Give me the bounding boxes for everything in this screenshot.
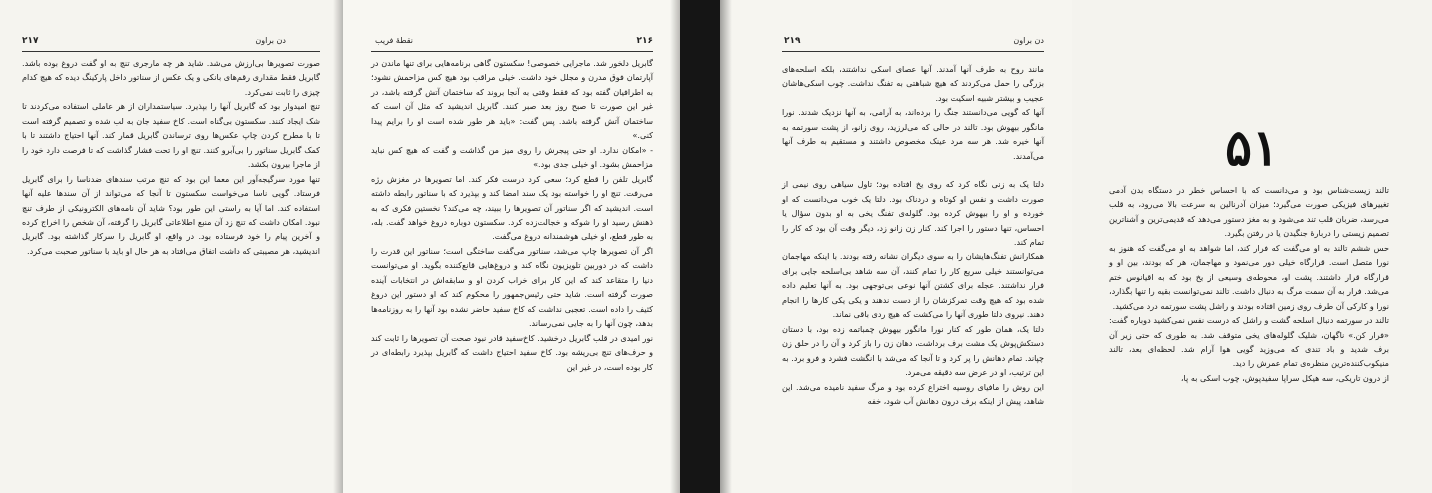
header-rule [782, 51, 1044, 52]
page-number: ۲۱۶ [636, 36, 653, 46]
page-body [371, 56, 653, 374]
paragraph: تنها مورد سرگیجه‌آور این معما این بود که تنچ مرتب سندهای ضدناسا را برای گابریل فرستاد. گویی ناسا می‌خواست سکستون تا آنجا که می‌تواند از آن سندها علیه آنها استفاده کند. اما آیا به راستی این طور بود؟ شاید آن نامه‌های الکترونیکی از طرف تنچ نبود. امکان داشت که تنچ زد آن منبع اطلاعاتی گابریل را گرفته، آن شخص را اخراج کرده و آخرین پیام را خود فرستاده بود. در واقع، او گابریل را سرکار گذاشته بود. گابریل اندیشید، هر مصیبتی که داشت اتفاق می‌افتاد به هر حال او باید با سناتور صحبت می‌کرد. [22, 173, 320, 256]
paragraph: اگر آن تصویرها چاپ می‌شد، سناتور می‌گفت ساختگی است؛ سناتور این قدرت را داشت که در دوربین تلویزیون نگاه کند و دروغ‌هایی قانع‌کننده بگوید. او می‌توانست دنیا را متقاعد کند که این کار برای خراب کردن او و سابقه‌اش در انتخابات آینده صورت گرفته است. شاید حتی رئیس‌جمهور را محکوم کند که او دستور این دروغ کثیف را داده است. تعجبی نداشت که کاخ سفید حاضر نشده بود آنها را به روزنامه‌ها بدهد، چون آنها را به جایی نمی‌رساند. [371, 245, 653, 329]
page-body [1109, 183, 1389, 385]
chapter-number: ۵۱ [1225, 118, 1279, 177]
paragraph: از درون تاریکی، سه هیکل سراپا سفیدپوش، چوب اسکی به پا، [1180, 372, 1389, 383]
page-shadow [720, 0, 732, 493]
paragraph: حس ششم تالند به او می‌گفت که فرار کند، اما شواهد به او می‌گفت که هنوز به نورا متصل است. قرارگاه خیلی دور می‌نمود و مهاجمان، هر که بودند، بین او و قرارگاه قرار داشتند. پشت او، محوطه‌ی وسیعی از یخ بود که به اقیانوس ختم می‌شد. فرار به آن سمت مرگ به دنبال داشت. تالند نمی‌توانست بقیه را تنها بگذارد، نورا و کارکی آن طرف روی زمین افتاده بودند و راشل پشت سورتمه درد می‌کشید. [1109, 242, 1389, 311]
paragraph: آنها که گویی می‌دانستند جنگ را برده‌اند، به آرامی، به آنها نزدیک شدند. نورا مانگور بیهوش بود. تالند در حالی که می‌لرزید، روی زانو، از پشت سورتمه به آنها خیره شد. هر سه مرد عینک مخصوص داشتند و مستقیم به طرف آنها می‌آمدند. [782, 107, 1044, 161]
paragraph: نور امیدی در قلب گابریل درخشید. کاخ‌سفید قادر نبود صحت آن تصویرها را ثابت کند و حرف‌های تنچ بی‌ریشه بود. کاخ سفید احتیاج داشت که گابریل بپذیرد رابطه‌ای در کار بوده است، در غیر این [371, 332, 653, 372]
paragraph: همکارانش تفنگ‌هایشان را به سوی دیگران نشانه رفته بودند. با اینکه مهاجمان می‌توانستند خیلی سریع کار را تمام کنند، آن سه شاهد بی‌اسلحه جایی برای فرار نداشتند. عجله برای کشتن آنها نوعی بی‌توجهی بود. به آنها تعلیم داده شده بود که هیچ وقت تمرکزشان را از دست ندهند و یکی یکی کارها را انجام دهند. نیروی دلتا طوری آنها را می‌کشت که هیچ ردی باقی نماند. [782, 251, 1044, 320]
book-page-chapter-51 [1072, 0, 1432, 493]
page-body [22, 56, 320, 258]
page-shadow [333, 0, 343, 493]
running-title: نقطهٔ فریب [375, 36, 413, 45]
header-rule [371, 51, 653, 52]
paragraph: صورت تصویرها بی‌ارزش می‌شد. شاید هر چه مارجری تنچ به او گفت دروغ بوده باشد. گابریل فقط مقداری رقم‌های بانکی و یک عکس از سناتور داخل پارکینگ دیده که هیچ کدام چیزی را ثابت نمی‌کرد. [22, 58, 320, 97]
paragraph: دلتا یک، همان طور که کنار نورا مانگور بیهوش چمباتمه زده بود، با دستان دستکش‌پوش یک مشت برف برداشت، دهان زن را باز کرد و آن را در حلق زن چپاند. تمام دهانش را پر کرد و تا آنجا که می‌شد با انگشت فشرد و فرو برد. به این ترتیب، او در عرض سه دقیقه می‌مرد. [782, 323, 1044, 378]
paragraph: تالند در سورتمه دنبال اسلحه گشت و راشل که درست نفس نمی‌کشید دوباره گفت: «فرار کن.» ناگهان، شلیک گلوله‌های یخی متوقف شد. به طوری که حتی زیر آن برف شدید و باد تندی که می‌وزید گویی هوا آرام شد. لحظه‌ای بعد، تالند منیکوب‌کننده‌ترین منظره‌ی تمام عمرش را دید. [1109, 315, 1389, 369]
running-title: دن براون [1013, 36, 1044, 45]
page-number: ۲۱۷ [22, 36, 39, 46]
page-body [782, 62, 1044, 408]
header-rule [22, 51, 320, 52]
book-page-219 [720, 0, 1072, 493]
book-page-217 [0, 0, 343, 493]
paragraph: دلتا یک به زنی نگاه کرد که روی یخ افتاده بود؛ تاول سیاهی روی نیمی از صورت داشت و نفس او کوتاه و دردناک بود. دلتا یک خوب می‌دانست که او خورده و او را بیهوش کرده بود. گلوله‌ی تفنگ یخی به او بدون سؤال یا احساس، تنها دستور را اجرا کند. کنار زن زانو زد، دیگر وقت آن بود که کار را تمام کند. [782, 179, 1044, 247]
book-page-216 [343, 0, 680, 493]
paragraph: - «امکان ندارد. او حتی پیجرش را روی میز من گذاشت و گفت که هیچ کس نباید مزاحمش بشود. او خیلی جدی بود.» [371, 144, 653, 170]
paragraph: گابریل تلفن را قطع کرد؛ سعی کرد درست فکر کند. اما تصویرها در مغزش رژه می‌رفت. تنچ او را خواسته بود یک سند امضا کند و بپذیرد که با سناتور رابطه داشته است. اندیشید که اگر سناتور آن تصویرها را ببیند، چه می‌کند؟ نخستین فکری که به ذهنش رسید او را شوکه و خجالت‌زده کرد. سکستون دوباره دروغ خواهد گفت. بله، به طور قطع، او خیلی هوشمندانه دروغ می‌گفت. [371, 173, 653, 242]
book-gutter [680, 0, 720, 493]
running-title: دن براون [255, 36, 286, 45]
page-number: ۲۱۹ [784, 36, 801, 46]
page-shadow [670, 0, 680, 493]
paragraph: این روش را مافیای روسیه اختراع کرده بود و مرگ سفید نامیده می‌شد. این شاهد، پیش از اینکه برف درون دهانش آب شود، خفه [782, 381, 1044, 406]
paragraph: گابریل دلخور شد. ماجرایی خصوصی! سکستون گاهی برنامه‌هایی برای تنها ماندن در آپارتمان فوق مدرن و مجلل خود داشت. خیلی مراقب بود هیچ کس مزاحمش نشود؛ به اطرافیان گفته بود که فقط وقتی به آنجا بروند که ساختمان آتش گرفته باشد، در غیر این صورت تا صبح روز بعد صبر کنند. گابریل اندیشید که مثل آن است که ساختمان آتش گرفته باشد. پس گفت: «باید هر طور شده است او را برایم پیدا کنی.» [371, 58, 653, 141]
paragraph: تنچ امیدوار بود که گابریل آنها را بپذیرد. سیاستمداران از هر عاملی استفاده می‌کردند تا شک ایجاد کنند. سکستون بی‌گناه است. کاخ سفید جان به لب شده و تصمیم گرفته است تا با مطرح کردن چاپ عکس‌ها روی ترساندن گابریل قمار کند. آنها احتیاج داشتند تا با کمک گابریل سناتور را بی‌آبرو کنند. تنچ او را تحت فشار گذاشت که تا فرصت دارد خود را از ماجرا بیرون بکشد. [22, 101, 320, 170]
paragraph: تالند زیست‌شناس بود و می‌دانست که با احساس خطر در دستگاه بدن آدمی تغییرهای فیزیکی صورت می‌گیرد؛ میزان آدرنالین به سرعت بالا می‌رود، به قلب می‌رسد، ضربان قلب تند می‌شود و به مغز دستور می‌دهد که قدیمی‌ترین و آشناترین تصمیم زیستی را دربارهٔ جنگیدن یا در رفتن بگیرد. [1109, 185, 1389, 239]
paragraph: مانند روح به طرف آنها آمدند. آنها عصای اسکی نداشتند، بلکه اسلحه‌های بزرگی را حمل می‌کردند که هیچ شباهتی به تفنگ نداشت. چوب اسکی‌هاشان عجیب و بیشتر شبیه اسکیت بود. [782, 64, 1044, 103]
